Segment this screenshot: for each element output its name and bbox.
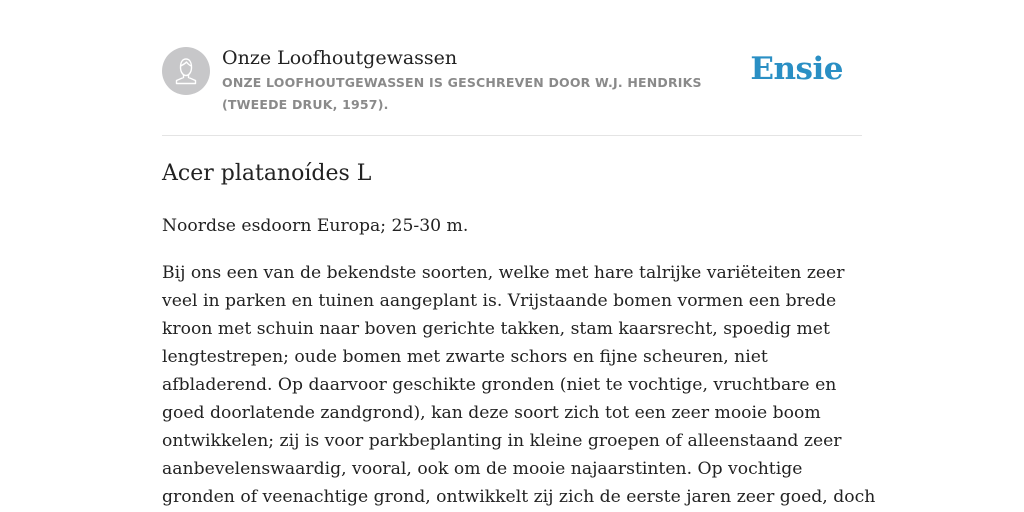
entry-title: Acer platanoídes L xyxy=(162,161,372,186)
paragraph-line: gronden of veenachtige grond, ontwikkelt zij zich de eerste jaren zeer goed, doch xyxy=(162,487,876,507)
paragraph-line: kroon met schuin naar boven gerichte takken, stam kaarsrecht, spoedig met xyxy=(162,319,830,339)
ensie-logo[interactable]: Ensie xyxy=(750,51,843,87)
source-avatar[interactable] xyxy=(162,47,210,95)
entry-paragraph-1 xyxy=(162,212,862,240)
source-header xyxy=(162,0,862,136)
paragraph-line: Bij ons een van de bekendste soorten, welke met hare talrijke variëteiten zeer xyxy=(162,263,845,283)
source-title[interactable]: Onze Loofhoutgewassen xyxy=(222,47,458,69)
user-silhouette-icon xyxy=(162,47,210,95)
paragraph-line: Noordse esdoorn Europa; 25-30 m. xyxy=(162,216,469,236)
paragraph-line: goed doorlatende zandgrond), kan deze soort zich tot een zeer mooie boom xyxy=(162,403,821,423)
article-container xyxy=(162,0,876,507)
paragraph-line: lengtestrepen; oude bomen met zwarte schors en fijne scheuren, niet xyxy=(162,347,768,367)
paragraph-line: afbladerend. Op daarvoor geschikte gronden (niet te vochtige, vruchtbare en xyxy=(162,375,837,395)
paragraph-line: aanbevelenswaardig, vooral, ook om de mooie najaarstinten. Op vochtige xyxy=(162,459,803,479)
paragraph-line: veel in parken en tuinen aangeplant is. Vrijstaande bomen vormen een brede xyxy=(162,291,837,311)
entry-paragraph-2 xyxy=(162,259,876,511)
paragraph-line: ontwikkelen; zij is voor parkbeplanting in kleine groepen of alleenstaand zeer xyxy=(162,431,842,451)
source-description: ONZE LOOFHOUTGEWASSEN IS GESCHREVEN DOOR W.J. HENDRIKS (TWEEDE DRUK, 1957). xyxy=(222,75,702,112)
